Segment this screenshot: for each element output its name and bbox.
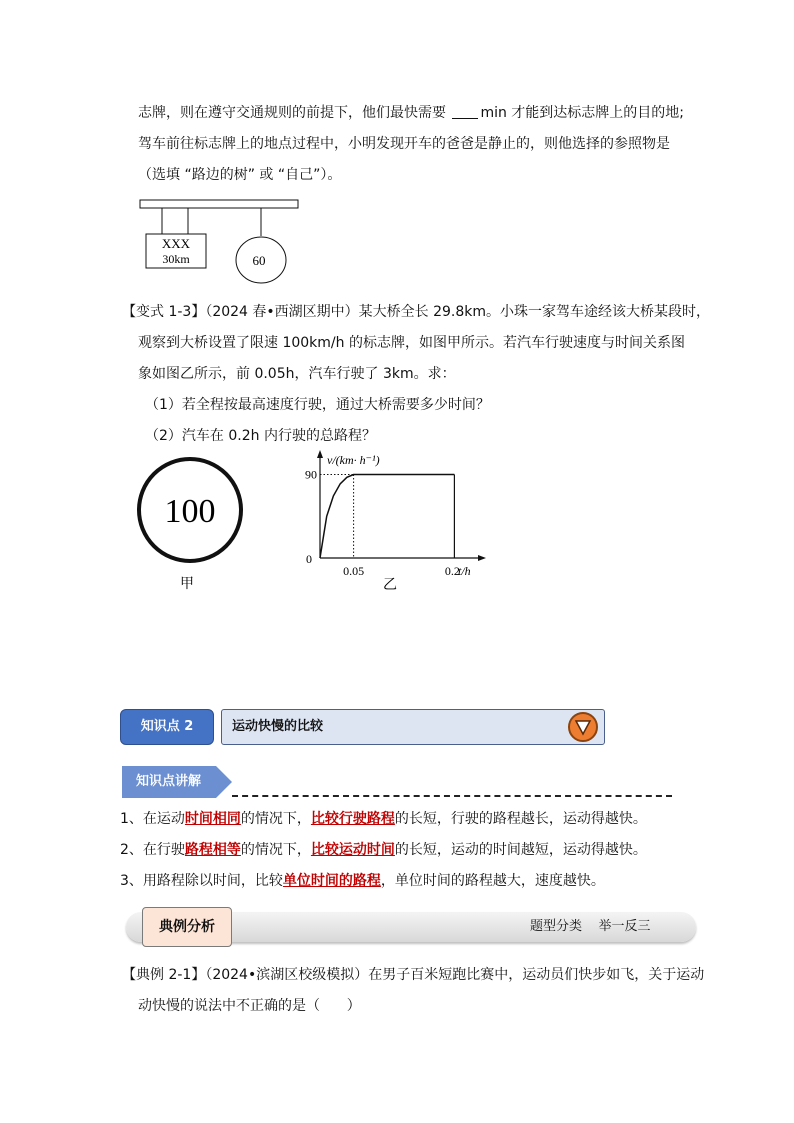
expand-toggle[interactable] <box>568 712 598 742</box>
knowledge-point-tag: 知识点 2 <box>120 709 214 745</box>
x-tick-label: 0.05 <box>343 564 365 578</box>
knowledge-item-1: 1、在运动时间相同的情况下，比较行驶路程的长短，行驶的路程越长，运动得越快。 <box>120 811 647 827</box>
variant-line-1: 【变式 1-3】（2024 春•西湖区期中）某大桥全长 29.8km。小珠一家驾车途经该大桥某段时， <box>122 304 711 320</box>
knowledge-explain-label: 知识点讲解 <box>136 774 202 789</box>
question-2: （2）汽车在 0.2h 内行驶的总路程？ <box>145 428 376 444</box>
x-tick-label: 0.2 <box>444 564 460 578</box>
figure-caption-jia: 甲 <box>180 577 194 592</box>
origin-label: 0 <box>306 552 312 566</box>
speed-limit-value: 60 <box>252 253 266 268</box>
x-axis-arrow <box>478 555 486 561</box>
speed-limit-100-figure <box>130 450 250 595</box>
road-sign-figure <box>138 196 308 288</box>
sign-box-line2: 30km <box>162 252 190 266</box>
variant-line-3: 象如图乙所示，前 0.05h，汽车行驶了 3km。求： <box>138 366 456 382</box>
knowledge-point-title: 运动快慢的比较 <box>232 719 324 734</box>
knowledge-explain-tag <box>122 766 232 798</box>
question-1: （1）若全程按最高速度行驶，通过大桥需要多少时间？ <box>145 397 490 413</box>
sign-box-line1: XXX <box>161 236 191 251</box>
answer-blank <box>452 104 478 119</box>
knowledge-item-2: 2、在行驶路程相等的情况下，比较运动时间的长短，运动的时间越短，运动得越快。 <box>120 842 647 858</box>
knowledge-point-bar <box>221 709 605 745</box>
y-tick-label: 90 <box>305 467 317 482</box>
text-line-1: 志牌，则在遵守交通规则的前提下，他们最快需要 min 才能到达标志牌上的目的地; <box>138 105 685 121</box>
example-section-subtitle: 题型分类 举一反三 <box>530 919 651 934</box>
knowledge-item-3: 3、用路程除以时间，比较单位时间的路程，单位时间的路程越大，速度越快。 <box>120 873 605 889</box>
y-axis-label: v/(km· h⁻¹) <box>327 453 380 467</box>
limit-value: 100 <box>164 493 216 530</box>
triangle-down-icon <box>570 714 596 740</box>
variant-line-2: 观察到大桥设置了限速 100km/h 的标志牌，如图甲所示。若汽车行驶速度与时间关系图 <box>138 335 685 351</box>
example-section-tag: 典例分析 <box>142 907 232 947</box>
chart-marks <box>305 468 460 578</box>
velocity-series-line <box>320 475 454 559</box>
text-line-3: （选填 “路边的树” 或 “自己”）。 <box>138 167 342 183</box>
y-axis-arrow <box>317 450 323 458</box>
velocity-time-chart <box>300 448 490 596</box>
figure-caption-yi: 乙 <box>383 578 397 593</box>
x-axis-label: t/h <box>458 564 471 578</box>
sign-bar <box>140 200 298 208</box>
example-line-2: 动快慢的说法中不正确的是（ ） <box>138 998 361 1014</box>
text-line-2: 驾车前往标志牌上的地点过程中，小明发现开车的爸爸是静止的，则他选择的参照物是 <box>138 136 670 152</box>
example-line-1: 【典例 2-1】（2024•滨湖区校级模拟）在男子百米短跑比赛中，运动员们快步如飞，关于运动 <box>122 967 705 983</box>
dashed-divider <box>232 795 672 797</box>
